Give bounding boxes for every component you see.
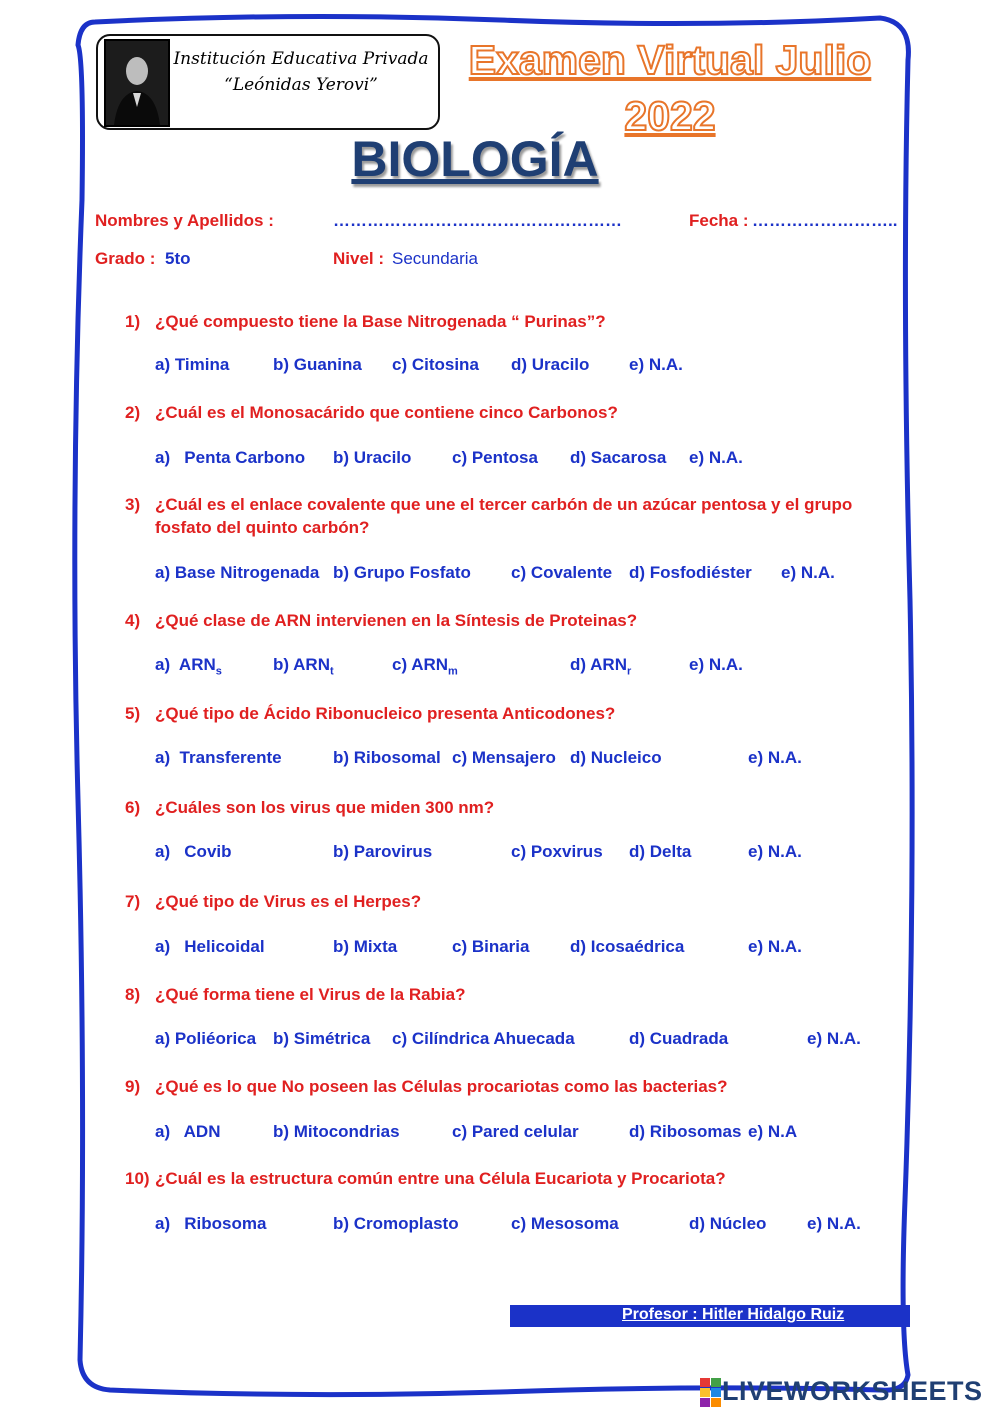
question-text: ¿Qué forma tiene el Virus de la Rabia?: [155, 985, 466, 1004]
q8-option-d[interactable]: d) Cuadrada: [629, 1029, 729, 1048]
question-number: 4): [125, 611, 141, 630]
q10-option-b[interactable]: b) Cromoplasto: [333, 1214, 459, 1233]
date-field[interactable]: ……………………..: [752, 211, 898, 230]
liveworksheets-logo-icon: [700, 1378, 722, 1408]
question-text: ¿Qué clase de ARN intervienen en la Síntesis de Proteinas?: [155, 611, 638, 630]
q3-option-b[interactable]: b) Grupo Fosfato: [333, 563, 471, 582]
question-7: [125, 890, 895, 913]
q10-option-c[interactable]: c) Mesosoma: [511, 1214, 619, 1233]
q8-option-e[interactable]: e) N.A.: [807, 1029, 861, 1048]
exam-title-line-2: 2022: [624, 93, 716, 139]
q3-option-a[interactable]: a) Base Nitrogenada: [155, 563, 320, 582]
question-8: [125, 983, 895, 1006]
question-number: 10): [125, 1169, 150, 1188]
question-text: ¿Cuáles son los virus que miden 300 nm?: [155, 798, 495, 817]
name-label: Nombres y Apellidos :: [95, 211, 274, 230]
q9-option-e[interactable]: e) N.A: [748, 1122, 798, 1141]
q6-option-c[interactable]: c) Poxvirus: [511, 842, 603, 861]
question-2: [125, 401, 895, 424]
q2-option-b[interactable]: b) Uracilo: [333, 448, 412, 467]
option-subscript: s: [215, 665, 222, 678]
question-3: [125, 493, 895, 539]
q8-option-b[interactable]: b) Simétrica: [273, 1029, 371, 1048]
q5-option-a[interactable]: a) Transferente: [155, 748, 282, 767]
q4-option-d[interactable]: [570, 655, 631, 677]
question-text: ¿Qué compuesto tiene la Base Nitrogenada “ Purinas”?: [155, 312, 606, 331]
school-line-1: Institución Educativa Privada: [173, 49, 429, 69]
q4-option-a[interactable]: [155, 655, 222, 677]
school-name: [170, 46, 432, 98]
question-number: 5): [125, 704, 141, 723]
option-subscript: r: [626, 665, 632, 678]
q7-option-c[interactable]: c) Binaria: [452, 937, 530, 956]
question-4: [125, 609, 895, 632]
option-label: e) N.A.: [689, 655, 743, 674]
q6-option-b[interactable]: b) Parovirus: [333, 842, 433, 861]
founder-portrait: [104, 39, 170, 127]
level-value: Secundaria: [392, 249, 479, 268]
question-10: [125, 1167, 895, 1190]
q3-option-e[interactable]: e) N.A.: [781, 563, 835, 582]
q6-option-e[interactable]: e) N.A.: [748, 842, 802, 861]
q7-option-e[interactable]: e) N.A.: [748, 937, 802, 956]
question-6: [125, 796, 895, 819]
q5-option-e[interactable]: e) N.A.: [748, 748, 802, 767]
q5-option-b[interactable]: b) Ribosomal: [333, 748, 441, 767]
q2-option-a[interactable]: a) Penta Carbono: [155, 448, 306, 467]
q10-option-e[interactable]: e) N.A.: [807, 1214, 861, 1233]
question-text: ¿Cuál es el enlace covalente que une el tercer carbón de un azúcar pentosa y el grupo fosfato del quinto carbón?: [155, 495, 853, 537]
grade-value: 5to: [165, 249, 191, 268]
question-1: [125, 310, 895, 333]
q7-option-b[interactable]: b) Mixta: [333, 937, 398, 956]
q9-option-d[interactable]: d) Ribosomas: [629, 1122, 742, 1141]
question-text: ¿Qué tipo de Ácido Ribonucleico presenta Anticodones?: [155, 704, 616, 723]
q3-option-d[interactable]: d) Fosfodiéster: [629, 563, 752, 582]
q1-option-c[interactable]: c) Citosina: [392, 355, 479, 374]
question-number: 7): [125, 892, 141, 911]
q9-option-a[interactable]: a) ADN: [155, 1122, 221, 1141]
q4-option-c[interactable]: [392, 655, 458, 677]
question-9: [125, 1075, 895, 1098]
q7-option-d[interactable]: d) Icosaédrica: [570, 937, 685, 956]
school-line-2: “Leónidas Yerovi”: [224, 75, 378, 95]
date-label: Fecha :: [689, 211, 749, 230]
grade-label: Grado :: [95, 249, 156, 268]
question-number: 2): [125, 403, 141, 422]
q4-option-b[interactable]: [273, 655, 334, 677]
q5-option-d[interactable]: d) Nucleico: [570, 748, 662, 767]
q6-option-d[interactable]: d) Delta: [629, 842, 692, 861]
option-label: d) ARN: [570, 655, 627, 674]
q10-option-d[interactable]: d) Núcleo: [689, 1214, 767, 1233]
question-number: 3): [125, 495, 141, 514]
q1-option-a[interactable]: a) Timina: [155, 355, 230, 374]
name-field[interactable]: ……………………………………………: [333, 211, 622, 230]
q10-option-a[interactable]: a) Ribosoma: [155, 1214, 267, 1233]
option-subscript: t: [329, 665, 334, 678]
q9-option-c[interactable]: c) Pared celular: [452, 1122, 579, 1141]
q3-option-c[interactable]: c) Covalente: [511, 563, 613, 582]
question-number: 1): [125, 312, 141, 331]
question-text: ¿Qué es lo que No poseen las Células procariotas como las bacterias?: [155, 1077, 728, 1096]
q2-option-d[interactable]: d) Sacarosa: [570, 448, 667, 467]
question-number: 6): [125, 798, 141, 817]
level-label: Nivel :: [333, 249, 385, 268]
teacher-name: Profesor : Hitler Hidalgo Ruiz: [622, 1306, 845, 1323]
q4-option-e[interactable]: [689, 655, 743, 675]
question-text: ¿Cuál es el Monosacárido que contiene cinco Carbonos?: [155, 403, 618, 422]
q8-option-c[interactable]: c) Cilíndrica Ahuecada: [392, 1029, 575, 1048]
exam-title: [450, 32, 890, 144]
q5-option-c[interactable]: c) Mensajero: [452, 748, 556, 767]
q1-option-d[interactable]: d) Uracilo: [511, 355, 590, 374]
option-subscript: m: [448, 665, 458, 678]
question-text: ¿Qué tipo de Virus es el Herpes?: [155, 892, 422, 911]
q9-option-b[interactable]: b) Mitocondrias: [273, 1122, 400, 1141]
exam-title-line-1: Examen Virtual Julio: [468, 37, 872, 83]
option-label: b) ARN: [273, 655, 330, 674]
q7-option-a[interactable]: a) Helicoidal: [155, 937, 265, 956]
option-label: a) ARN: [155, 655, 216, 674]
q6-option-a[interactable]: a) Covib: [155, 842, 232, 861]
q2-option-c[interactable]: c) Pentosa: [452, 448, 538, 467]
q1-option-e[interactable]: e) N.A.: [629, 355, 683, 374]
question-5: [125, 702, 895, 725]
option-label: c) ARN: [392, 655, 449, 674]
question-number: 9): [125, 1077, 141, 1096]
subject-title: BIOLOGÍA: [351, 131, 599, 187]
brand-watermark: LIVEWORKSHEETS: [722, 1376, 983, 1406]
question-number: 8): [125, 985, 141, 1004]
q1-option-b[interactable]: b) Guanina: [273, 355, 362, 374]
q8-option-a[interactable]: a) Poliéorica: [155, 1029, 257, 1048]
q2-option-e[interactable]: e) N.A.: [689, 448, 743, 467]
question-text: ¿Cuál es la estructura común entre una Célula Eucariota y Procariota?: [155, 1169, 726, 1188]
